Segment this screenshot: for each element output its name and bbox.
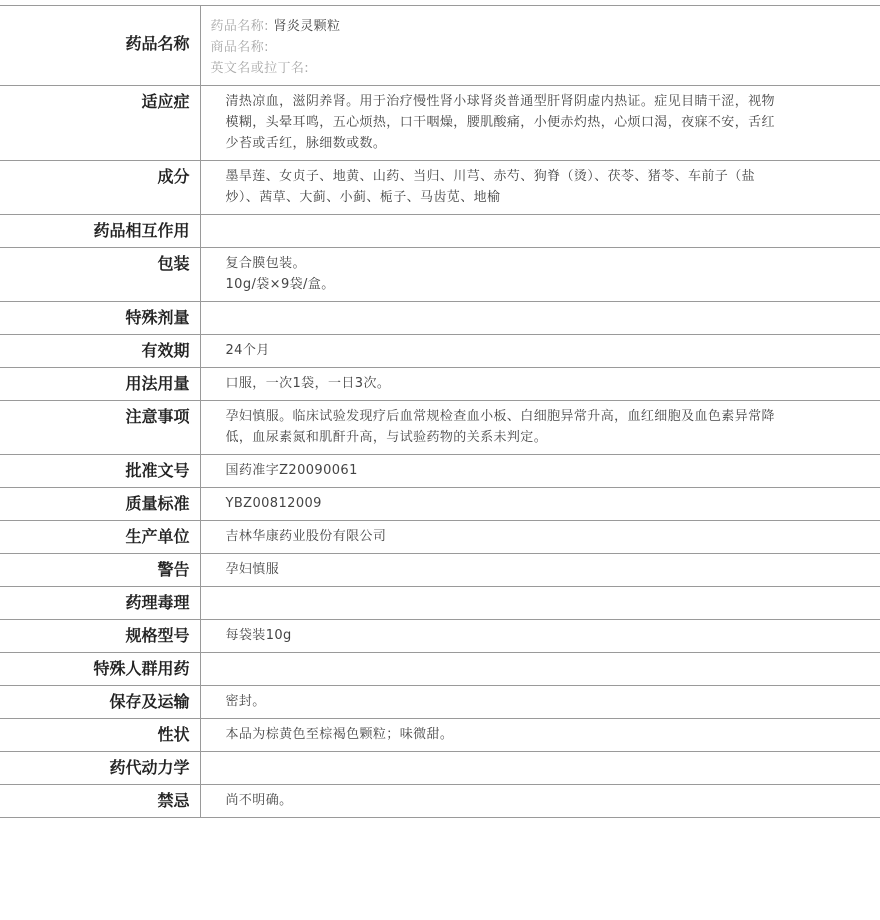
row-value: 每袋装10g xyxy=(225,628,292,643)
row-label: 批准文号 xyxy=(0,455,200,488)
row-value: 孕妇慎服。临床试验发现疗后血常规检查血小板、白细胞异常升高，血红细胞及血色素异常降低，血尿素氮和肌酐升高，与试验药物的关系未判定。 xyxy=(225,409,775,445)
row-value: YBZ00812009 xyxy=(225,496,322,511)
row-label: 注意事项 xyxy=(0,401,200,455)
trade-name-label: 商品名称: xyxy=(210,40,269,55)
row-value xyxy=(200,215,880,248)
row-label: 禁忌 xyxy=(0,785,200,818)
row-label: 有效期 xyxy=(0,335,200,368)
row-label: 用法用量 xyxy=(0,368,200,401)
generic-name-value: 肾炎灵颗粒 xyxy=(273,19,341,34)
row-storage-transport xyxy=(0,686,880,719)
row-warning xyxy=(0,554,880,587)
row-value: 孕妇慎服 xyxy=(225,562,280,577)
generic-name-line xyxy=(211,16,786,37)
trade-name-line xyxy=(211,37,786,58)
row-special-populations xyxy=(0,653,880,686)
row-label: 保存及运输 xyxy=(0,686,200,719)
row-value: 尚不明确。 xyxy=(225,793,293,808)
row-value: 吉林华康药业股份有限公司 xyxy=(225,529,387,544)
row-value: 墨旱莲、女贞子、地黄、山药、当归、川芎、赤芍、狗脊（烫）、茯苓、猪苓、车前子（盐炒）、茜草、大蓟、小蓟、栀子、马齿苋、地榆 xyxy=(225,169,756,205)
row-label: 适应症 xyxy=(0,86,200,161)
row-label: 特殊剂量 xyxy=(0,302,200,335)
packaging-line: 10g/袋×9袋/盒。 xyxy=(225,277,335,292)
row-contraindications xyxy=(0,785,880,818)
row-label: 性状 xyxy=(0,719,200,752)
row-value: 口服，一次1袋，一日3次。 xyxy=(225,376,391,391)
row-drug-name xyxy=(0,6,880,86)
row-quality-standard xyxy=(0,488,880,521)
row-value xyxy=(200,653,880,686)
row-specification xyxy=(0,620,880,653)
english-name-line xyxy=(211,58,786,79)
generic-name-label: 药品名称: xyxy=(210,19,269,34)
row-usage-dosage xyxy=(0,368,880,401)
row-value: 24个月 xyxy=(225,343,270,358)
row-value: 本品为棕黄色至棕褐色颗粒；味微甜。 xyxy=(225,727,454,742)
row-value xyxy=(200,302,880,335)
row-pharmacokinetics xyxy=(0,752,880,785)
row-value xyxy=(200,752,880,785)
row-precautions xyxy=(0,401,880,455)
row-label: 警告 xyxy=(0,554,200,587)
row-value: 清热凉血，滋阴养肾。用于治疗慢性肾小球肾炎普通型肝肾阴虚内热证。症见目睛干涩，视物模糊，头晕耳鸣，五心烦热，口干咽燥，腰肌酸痛，小便赤灼热，心烦口渴，夜寐不安，舌红少苔或舌红，脉细数或数。 xyxy=(225,94,775,151)
row-interactions xyxy=(0,215,880,248)
row-label: 药理毒理 xyxy=(0,587,200,620)
row-packaging xyxy=(0,248,880,302)
row-special-dosage xyxy=(0,302,880,335)
row-pharmacology xyxy=(0,587,880,620)
row-indications xyxy=(0,86,880,161)
row-label: 规格型号 xyxy=(0,620,200,653)
row-value: 密封。 xyxy=(225,694,266,709)
row-label: 特殊人群用药 xyxy=(0,653,200,686)
row-label: 生产单位 xyxy=(0,521,200,554)
drug-info-table xyxy=(0,5,880,818)
row-approval-number xyxy=(0,455,880,488)
row-appearance xyxy=(0,719,880,752)
english-name-label: 英文名或拉丁名: xyxy=(210,61,310,76)
row-value xyxy=(200,248,880,302)
row-value xyxy=(200,587,880,620)
row-label: 质量标准 xyxy=(0,488,200,521)
name-block xyxy=(200,6,880,86)
row-shelf-life xyxy=(0,335,880,368)
row-label: 包装 xyxy=(0,248,200,302)
row-label: 药品相互作用 xyxy=(0,215,200,248)
row-label: 成分 xyxy=(0,161,200,215)
row-manufacturer xyxy=(0,521,880,554)
row-label: 药品名称 xyxy=(0,6,200,86)
row-ingredients xyxy=(0,161,880,215)
row-value: 国药准字Z20090061 xyxy=(225,463,358,478)
packaging-line: 复合膜包装。 xyxy=(225,256,306,271)
row-label: 药代动力学 xyxy=(0,752,200,785)
